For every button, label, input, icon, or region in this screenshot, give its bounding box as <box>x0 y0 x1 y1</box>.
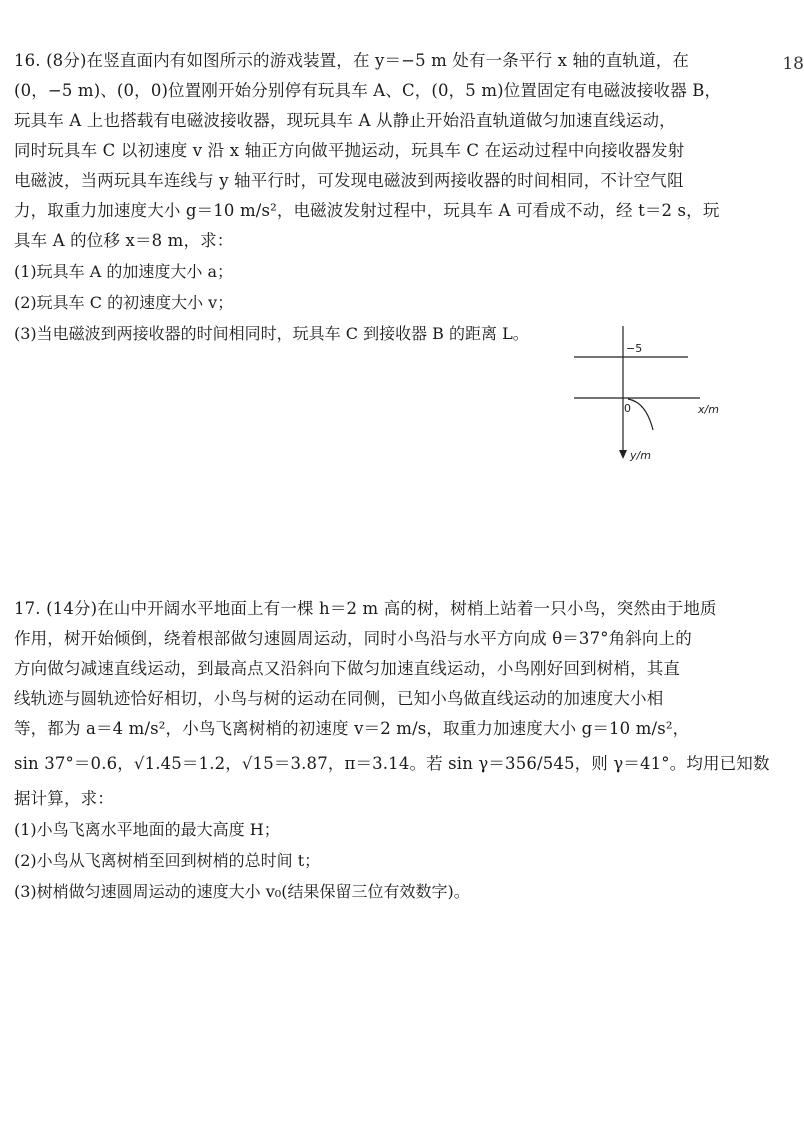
coordinate-figure <box>560 322 720 472</box>
problem-17 <box>14 594 784 907</box>
problem-16-line: 具车 A 的位移 x＝8 m，求： <box>14 231 234 250</box>
problem-16-question-1: (1)玩具车 A 的加速度大小 a； <box>14 262 234 281</box>
problem-17-line: 方向做匀减速直线运动，到最高点又沿斜向下做匀加速直线运动，小鸟刚好回到树梢，其直 <box>14 659 680 678</box>
problem-16-line: 玩具车 A 上也搭载有电磁波接收器，现玩具车 A 从静止开始沿直轨道做匀加速直线运动， <box>14 111 676 130</box>
label-minus5: −5 <box>626 342 643 355</box>
problem-16-line: (0，−5 m)、(0，0)位置刚开始分别停有玩具车 A、C，(0，5 m)位置固定有电磁波接收器 B， <box>14 81 722 100</box>
problem-16-line: 同时玩具车 C 以初速度 v 沿 x 轴正方向做平抛运动，玩具车 C 在运动过程中向接收器发射 <box>14 141 685 160</box>
problem-17-line: sin 37°＝0.6，√1.45＝1.2，√15＝3.87，π＝3.14。若 sin γ＝356/545，则 γ＝41°。均用已知数 <box>14 754 770 773</box>
problem-17-question-2: (2)小鸟从飞离树梢至回到树梢的总时间 t； <box>14 851 321 870</box>
problem-16-line: 16. (8分)在竖直面内有如图所示的游戏装置，在 y＝−5 m 处有一条平行 x 轴的直轨道，在 <box>14 51 690 70</box>
problem-16-question-3: (3)当电磁波到两接收器的时间相同时，玩具车 C 到接收器 B 的距离 L。 <box>14 324 529 343</box>
problem-16-line: 电磁波，当两玩具车连线与 y 轴平行时，可发现电磁波到两接收器的时间相同，不计空气阻 <box>14 171 684 190</box>
problem-17-line: 据计算，求： <box>14 789 114 808</box>
parabola-curve <box>628 399 653 430</box>
label-origin: 0 <box>624 402 631 415</box>
label-x-axis: x/m <box>698 403 719 416</box>
problem-17-line: 17. (14分)在山中开阔水平地面上有一棵 h＝2 m 高的树，树梢上站着一只小鸟，突然由于地质 <box>14 599 717 618</box>
label-y-axis: y/m <box>630 449 651 462</box>
problem-16-question-2: (2)玩具车 C 的初速度大小 v； <box>14 293 234 312</box>
problem-17-line: 等，都为 a＝4 m/s²，小鸟飞离树梢的初速度 v＝2 m/s，取重力加速度大小 g＝10 m/s²， <box>14 719 690 738</box>
problem-16 <box>14 46 784 349</box>
problem-17-question-3: (3)树梢做匀速圆周运动的速度大小 v₀(结果保留三位有效数字)。 <box>14 882 470 901</box>
page-edge-number: 18 <box>782 54 804 74</box>
problem-17-line: 线轨迹与圆轨迹恰好相切，小鸟与树的运动在同侧，已知小鸟做直线运动的加速度大小相 <box>14 689 664 708</box>
problem-17-line: 作用，树开始倾倒，绕着根部做匀速圆周运动，同时小鸟沿与水平方向成 θ＝37°角斜向上的 <box>14 629 692 648</box>
problem-17-question-1: (1)小鸟飞离水平地面的最大高度 H； <box>14 820 280 839</box>
y-axis-arrow-icon <box>619 450 627 459</box>
problem-16-line: 力，取重力加速度大小 g＝10 m/s²，电磁波发射过程中，玩具车 A 可看成不动，经 t＝2 s，玩 <box>14 201 720 220</box>
